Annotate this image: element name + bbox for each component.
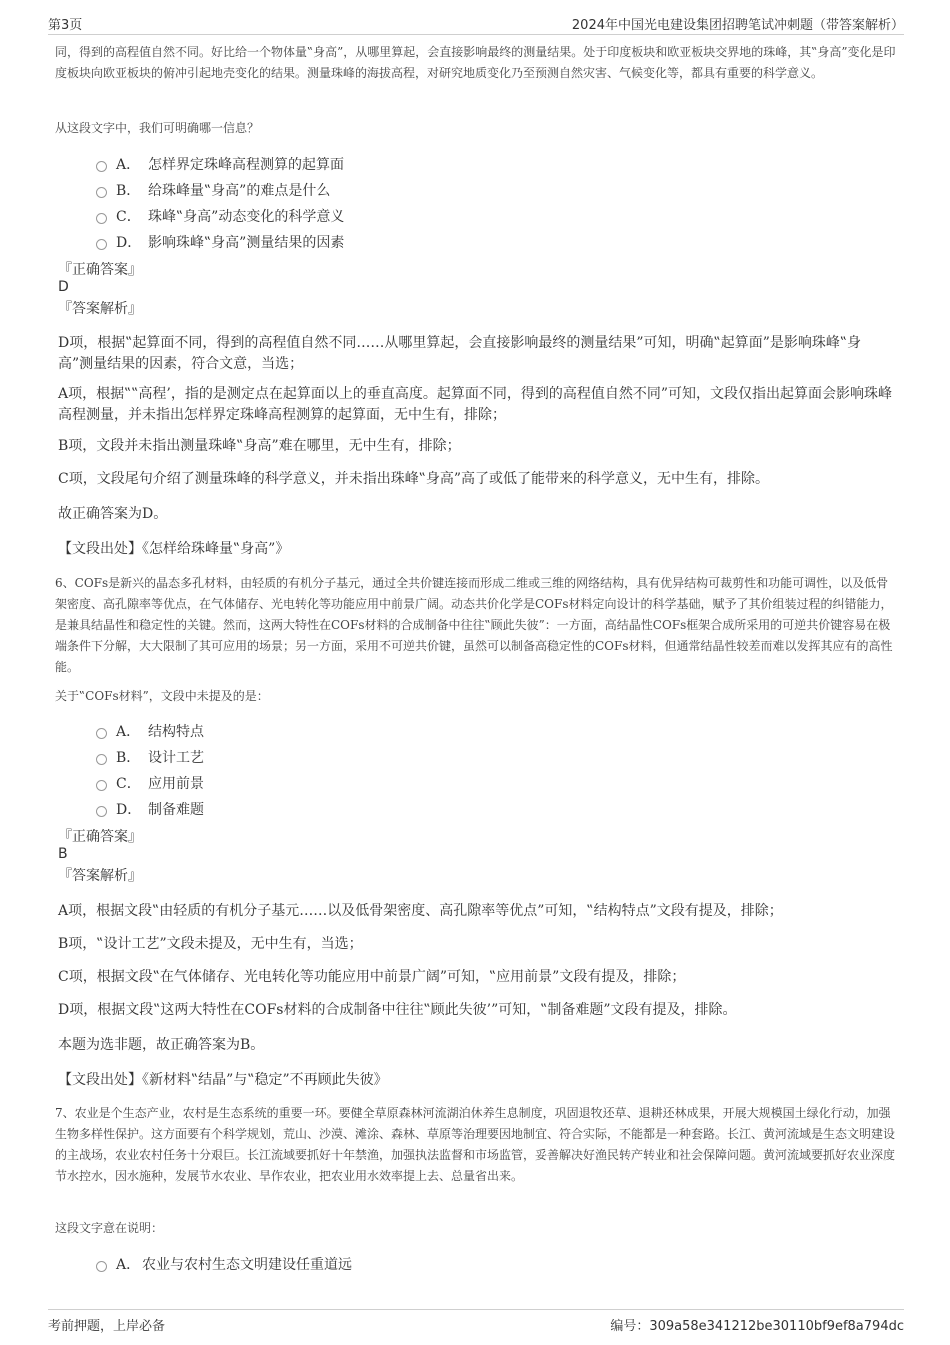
page-number: 第3页 (48, 18, 83, 33)
q7-question (55, 1218, 900, 1238)
q5-option-a[interactable]: A． 怎样界定珠峰高程测算的起算面 (96, 151, 344, 177)
q5-analysis-c: C项，文段尾句介绍了测量珠峰的科学意义，并未指出珠峰‟身高”高了或低了能带来的科学意义，无中生有，排除。 (58, 471, 770, 487)
q6-option-b[interactable]: B． 设计工艺 (96, 744, 204, 770)
q6-analysis-label: 『答案解析』 (58, 868, 142, 884)
q5-analysis-d: D项，根据‟起算面不同，得到的高程值自然不同……从哪里算起，会直接影响最终的测量结果”可知，明确‟起算面”是影响珠峰‟身高”测量结果的因素，符合文意，当选； (58, 335, 862, 372)
q7-passage-text: 7、农业是个生态产业，农村是生态系统的重要一环。要健全草原森林河流湖泊休养生息制度，巩固退牧还草、退耕还林成果，开展大规模国土绿化行动，加强生物多样性保护。这方面要有个科学规划，荒山、沙漠、滩涂、森林、草原等治理要因地制宜、符合实际，不能都是一种套路。长江、黄河流域是生态文明建设的主战场，农业农村任务十分艰巨。长江流域要抓好十年禁渔，加强执法监督和市场监管，妥善解决好渔民转产转业和社会保障问题。黄河流域要抓好农业深度节水控水，因水施种，发展节水农业、旱作农业，把农业用水效率提上去、总量省出来。 (55, 1106, 896, 1183)
q7-options (96, 1251, 352, 1277)
q6-option-d[interactable]: D． 制备难题 (96, 796, 204, 822)
q5-options (96, 151, 344, 255)
q6-question (55, 686, 900, 706)
document-code: 编号：309a58e341212be30110bf9ef8a794dc (610, 1319, 904, 1334)
radio-icon[interactable] (96, 754, 107, 765)
q5-passage-text: 同，得到的高程值自然不同。好比给一个物体量‟身高”，从哪里算起，会直接影响最终的测量结果。处于印度板块和欧亚板块交界地的珠峰，其‟身高”变化是印度板块向欧亚板块的俯冲引起地壳变化的结果。测量珠峰的海拔高程，对研究地质变化乃至预测自然灾害、气候变化等，都具有重要的科学意义。 (55, 45, 896, 80)
q5-question (55, 118, 900, 138)
q6-passage (55, 573, 900, 678)
q5-source: 【文段出处】《怎样给珠峰量‟身高”》 (58, 541, 290, 557)
q5-passage (55, 42, 900, 84)
radio-icon[interactable] (96, 780, 107, 791)
q7-passage (55, 1103, 900, 1187)
q5-question-text: 从这段文字中，我们可明确哪一信息？ (55, 121, 260, 135)
q7-option-a[interactable]: A． 农业与农村生态文明建设任重道远 (96, 1251, 352, 1277)
q6-analysis-c: C项，根据文段‟在气体储存、光电转化等功能应用中前景广阔”可知，‟应用前景”文段有提及，排除； (58, 969, 686, 985)
q6-answer: B (58, 846, 68, 862)
document-title: 2024年中国光电建设集团招聘笔试冲刺题（带答案解析） (571, 18, 904, 33)
radio-icon[interactable] (96, 239, 107, 250)
page-header (48, 12, 904, 35)
q6-answer-label: 『正确答案』 (58, 829, 142, 845)
q5-option-d[interactable]: D． 影响珠峰‟身高”测量结果的因素 (96, 229, 344, 255)
radio-icon[interactable] (96, 161, 107, 172)
radio-icon[interactable] (96, 728, 107, 739)
q7-question-text: 这段文字意在说明： (55, 1221, 164, 1235)
q6-question-text: 关于‟COFs材料”，文段中未提及的是： (55, 689, 269, 703)
q5-option-c[interactable]: C． 珠峰‟身高”动态变化的科学意义 (96, 203, 344, 229)
radio-icon[interactable] (96, 806, 107, 817)
q5-conclusion: 故正确答案为D。 (58, 506, 168, 522)
footer-slogan: 考前押题，上岸必备 (48, 1319, 166, 1334)
q5-answer: D (58, 279, 69, 295)
q5-analysis-label: 『答案解析』 (58, 301, 142, 317)
q5-answer-label: 『正确答案』 (58, 262, 142, 278)
radio-icon[interactable] (96, 187, 107, 198)
q6-source: 【文段出处】《新材料‟结晶”与‟稳定”不再顾此失彼》 (58, 1072, 388, 1088)
q6-analysis-b: B项，‟设计工艺”文段未提及，无中生有，当选； (58, 936, 363, 952)
q5-analysis-b: B项，文段并未指出测量珠峰‟身高”难在哪里，无中生有，排除； (58, 438, 461, 454)
q6-option-a[interactable]: A． 结构特点 (96, 718, 204, 744)
q6-analysis-d: D项，根据文段‟这两大特性在COFs材料的合成制备中往往‟顾此失彼’”可知，‟制备难题”文段有提及，排除。 (58, 1002, 737, 1018)
q5-option-b[interactable]: B． 给珠峰量‟身高”的难点是什么 (96, 177, 344, 203)
q6-option-c[interactable]: C． 应用前景 (96, 770, 204, 796)
page-footer (48, 1309, 904, 1334)
radio-icon[interactable] (96, 1261, 107, 1272)
q5-analysis-a: A项，根据‟‟高程’，指的是测定点在起算面以上的垂直高度。起算面不同，得到的高程值自然不同”可知，文段仅指出起算面会影响珠峰高程测量，并未指出怎样界定珠峰高程测算的起算面，无中生有，排除； (58, 386, 893, 423)
q6-passage-text: 6、COFs是新兴的晶态多孔材料，由轻质的有机分子基元，通过全共价键连接而形成二维或三维的网络结构，具有优异结构可裁剪性和功能可调性，以及低骨架密度、高孔隙率等优点，在气体储存、光电转化等功能应用中前景广阔。动态共价化学是COFs材料定向设计的科学基础，赋予了其价组装过程的纠错能力，是兼具结晶性和稳定性的关键。然而，这两大特性在COFs材料的合成制备中往往‟顾此失彼”：一方面，高结晶性COFs框架合成所采用的可逆共价键容易在极端条件下分解，大大限制了其可应用的场景；另一方面，采用不可逆共价键，虽然可以制备高稳定性的COFs材料，但通常结晶性较差而难以发挥其应有的高性能。 (55, 576, 893, 674)
radio-icon[interactable] (96, 213, 107, 224)
q6-options (96, 718, 204, 822)
q6-analysis-a: A项，根据文段‟由轻质的有机分子基元……以及低骨架密度、高孔隙率等优点”可知，‟结构特点”文段有提及，排除； (58, 903, 783, 919)
q6-conclusion: 本题为选非题，故正确答案为B。 (58, 1037, 265, 1053)
